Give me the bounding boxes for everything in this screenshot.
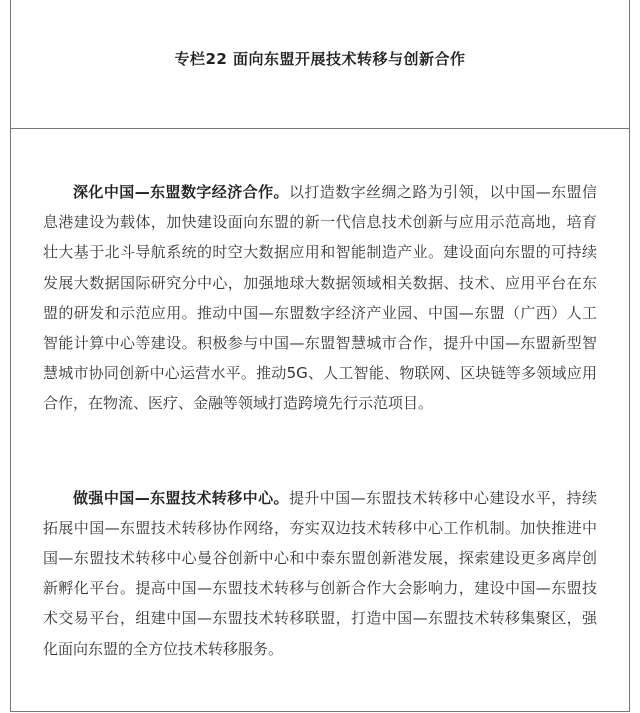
paragraph-digital-economy [43, 177, 597, 419]
paragraph-tech-transfer [43, 483, 597, 664]
box-content [11, 129, 629, 664]
paragraph-body: 提升中国—东盟技术转移中心建设水平，持续拓展中国—东盟技术转移协作网络，夯实双边技术转移中心工作机制。加快推进中国—东盟技术转移中心曼谷创新中心和中泰东盟创新港发展，探索建设更多离岸创新孵化平台。提高中国—东盟技术转移与创新合作大会影响力，建设中国—东盟技术交易平台，组建中国—东盟技术转移联盟，打造中国—东盟技术转移集聚区，强化面向东盟的全方位技术转移服务。 [43, 488, 597, 658]
title-box [11, 0, 629, 129]
paragraph-body: 以打造数字丝绸之路为引领，以中国—东盟信息港建设为载体，加快建设面向东盟的新一代信息技术创新与应用示范高地，培育壮大基于北斗导航系统的时空大数据应用和智能制造产业。建设面向东盟的可持续发展大数据国际研究分中心，加强地球大数据领域相关数据、技术、应用平台在东盟的研发和示范应用。推动中国—东盟数字经济产业园、中国—东盟（广西）人工智能计算中心等建设。积极参与中国—东盟智慧城市合作，提升中国—东盟新型智慧城市协同创新中心运营水平。推动5G、人工智能、物联网、区块链等多领域应用合作，在物流、医疗、金融等领域打造跨境先行示范项目。 [43, 183, 597, 413]
column-box [10, 0, 630, 712]
box-title: 专栏22 面向东盟开展技术转移与创新合作 [174, 49, 466, 68]
paragraph-lead: 做强中国—东盟技术转移中心。 [73, 488, 289, 507]
paragraph-lead: 深化中国—东盟数字经济合作。 [73, 183, 289, 201]
